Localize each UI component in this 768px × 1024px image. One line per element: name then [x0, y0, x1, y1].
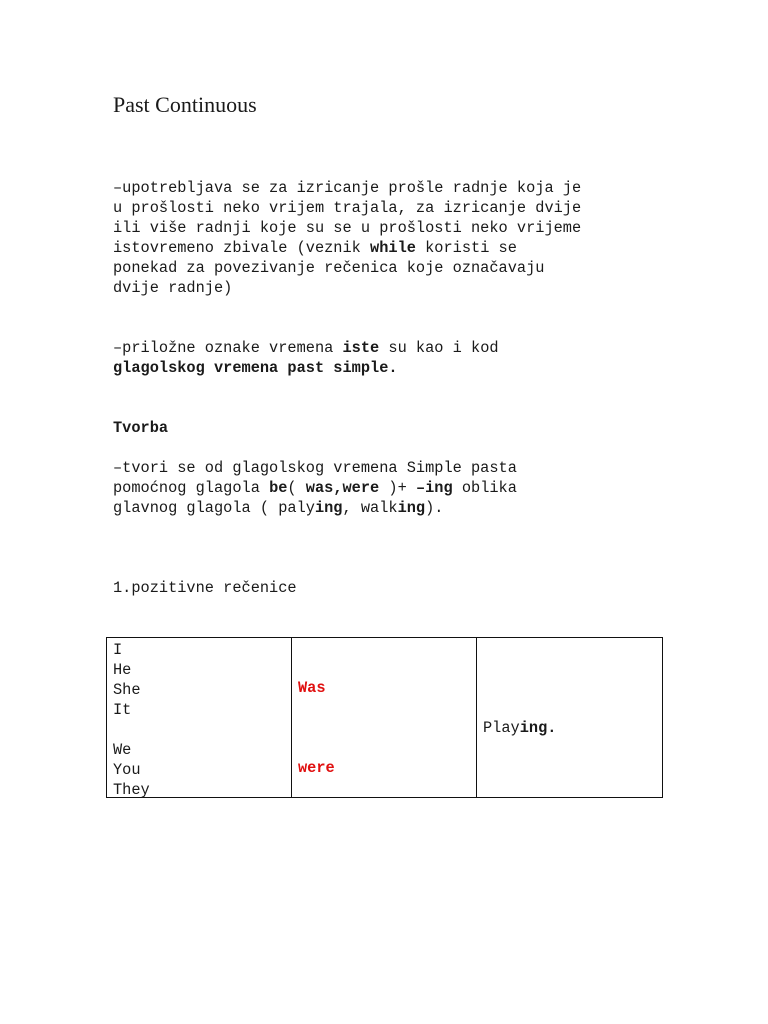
- main-verb: [483, 718, 556, 738]
- adverbials-paragraph: [113, 338, 499, 378]
- usage-line-5: ponekad za povezivanje rečenica koje označavaju: [113, 259, 545, 277]
- adverbials-keyword-iste: iste: [342, 339, 380, 357]
- pronoun-it: It: [113, 701, 132, 719]
- pronoun-we: We: [113, 741, 132, 759]
- aux-was: Was: [298, 679, 326, 697]
- formation-keyword-was-were: was,were: [305, 479, 380, 497]
- usage-line-6: dvije radnje): [113, 279, 233, 297]
- table-row: [107, 638, 663, 798]
- usage-paragraph: [113, 178, 581, 298]
- formation-line-2-c: (: [287, 479, 306, 497]
- pronoun-they: They: [113, 781, 150, 799]
- page-title: Past Continuous: [113, 92, 257, 117]
- formation-suffix-ing-2: ing: [397, 499, 426, 517]
- auxiliary-cell: [292, 638, 477, 798]
- verb-suffix-ing: ing.: [519, 719, 557, 737]
- adverbials-line-1-b: su kao i kod: [379, 339, 499, 357]
- pronoun-he: He: [113, 661, 132, 679]
- verb-base: Play: [483, 719, 520, 737]
- formation-keyword-be: be: [269, 479, 288, 497]
- formation-line-3-c: , walk: [342, 499, 398, 517]
- usage-keyword-while: while: [370, 239, 416, 257]
- formation-suffix-ing-1: ing: [314, 499, 343, 517]
- pronoun-you: You: [113, 761, 141, 779]
- usage-line-4-b: koristi se: [415, 239, 517, 257]
- pronoun-i: I: [113, 641, 123, 659]
- usage-line-3: ili više radnji koje su se u prošlosti neko vrijeme: [113, 219, 582, 237]
- usage-line-1: –upotrebljava se za izricanje prošle radnje koja je: [113, 179, 582, 197]
- formation-line-2-a: pomoćnog glagola: [113, 479, 270, 497]
- conjugation-table: [106, 637, 663, 798]
- formation-line-2-g: oblika: [452, 479, 517, 497]
- pronoun-cell: [107, 638, 292, 798]
- formation-line-2-e: )+: [379, 479, 416, 497]
- usage-line-4-a: istovremeno zbivale (veznik: [113, 239, 371, 257]
- formation-keyword-ing: –ing: [415, 479, 453, 497]
- section-heading-positive: 1.pozitivne rečenice: [113, 579, 297, 597]
- aux-were: were: [298, 759, 335, 777]
- section-heading-tvorba: Tvorba: [113, 419, 169, 437]
- pronoun-she: She: [113, 681, 141, 699]
- formation-line-3-a: glavnog glagola ( paly: [113, 499, 315, 517]
- formation-line-3-e: ).: [425, 499, 444, 517]
- formation-line-1: –tvori se od glagolskog vremena Simple pasta: [113, 459, 517, 477]
- adverbials-line-1-a: –priložne oznake vremena: [113, 339, 343, 357]
- adverbials-line-2: glagolskog vremena past simple.: [113, 359, 398, 377]
- formation-paragraph: [113, 458, 517, 518]
- main-verb-cell: [477, 638, 663, 798]
- usage-line-2: u prošlosti neko vrijem trajala, za izricanje dvije: [113, 199, 582, 217]
